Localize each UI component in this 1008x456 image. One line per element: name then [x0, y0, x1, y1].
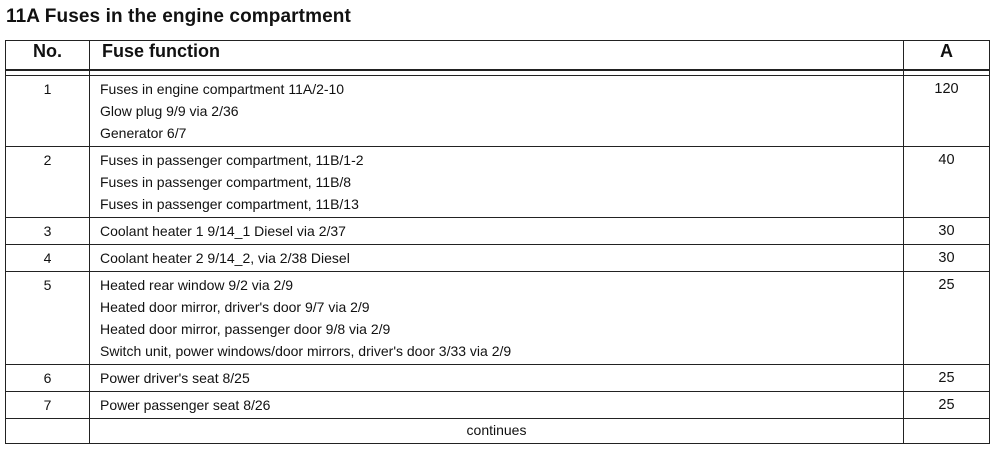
fuse-function-line: Switch unit, power windows/door mirrors, driver's door 3/33 via 2/9: [100, 343, 512, 359]
table-header-row: [6, 41, 990, 71]
continues-amps-cell: [904, 419, 990, 444]
fuse-amperage: 120: [904, 76, 990, 147]
header-function: Fuse function: [90, 41, 904, 71]
fuse-number: 7: [6, 392, 90, 419]
fuse-amperage: 25: [904, 365, 990, 392]
continues-no-cell: [6, 419, 90, 444]
fuse-number: 4: [6, 245, 90, 272]
fuse-function: [90, 272, 904, 365]
fuse-amperage: 25: [904, 392, 990, 419]
continues-label: continues: [90, 419, 904, 444]
fuse-amperage: 40: [904, 147, 990, 218]
fuse-function-line: Fuses in engine compartment 11A/2-10: [100, 81, 345, 97]
fuse-number: 3: [6, 218, 90, 245]
header-amps: A: [904, 41, 990, 71]
table-row: [6, 147, 990, 218]
fuse-number: 6: [6, 365, 90, 392]
table-body: [6, 70, 990, 419]
continues-row: [6, 419, 990, 444]
fuse-function-line: Generator 6/7: [100, 125, 187, 141]
fuse-function-line: Fuses in passenger compartment, 11B/13: [100, 196, 359, 212]
fuse-function-line: Glow plug 9/9 via 2/36: [100, 103, 239, 119]
fuse-number: 1: [6, 76, 90, 147]
fuse-function-line: Coolant heater 2 9/14_2, via 2/38 Diesel: [100, 250, 350, 266]
page-title: 11A Fuses in the engine compartment: [6, 6, 351, 27]
fuse-function: [90, 365, 904, 392]
fuse-number: 2: [6, 147, 90, 218]
fuse-function-line: Coolant heater 1 9/14_1 Diesel via 2/37: [100, 223, 346, 239]
fuse-function: [90, 218, 904, 245]
table-row: [6, 76, 990, 147]
fuse-function-line: Fuses in passenger compartment, 11B/1-2: [100, 152, 364, 168]
fuse-function-line: Heated door mirror, driver's door 9/7 via 2/9: [100, 299, 370, 315]
fuse-amperage: 30: [904, 218, 990, 245]
table-row: [6, 365, 990, 392]
table-row: [6, 392, 990, 419]
fuse-function: [90, 392, 904, 419]
fuse-function-line: Heated rear window 9/2 via 2/9: [100, 277, 293, 293]
fuse-function: [90, 245, 904, 272]
table-row: [6, 272, 990, 365]
header-no: No.: [6, 41, 90, 71]
fuse-function-line: Power driver's seat 8/25: [100, 370, 250, 386]
fuse-number: 5: [6, 272, 90, 365]
fuse-function-line: Power passenger seat 8/26: [100, 397, 271, 413]
fuse-function-line: Heated door mirror, passenger door 9/8 via 2/9: [100, 321, 391, 337]
fuse-function-line: Fuses in passenger compartment, 11B/8: [100, 174, 352, 190]
fuse-table: [5, 40, 990, 444]
fuse-amperage: 25: [904, 272, 990, 365]
fuse-function: [90, 147, 904, 218]
fuse-function: [90, 76, 904, 147]
table-row: [6, 245, 990, 272]
fuse-amperage: 30: [904, 245, 990, 272]
table-row: [6, 218, 990, 245]
